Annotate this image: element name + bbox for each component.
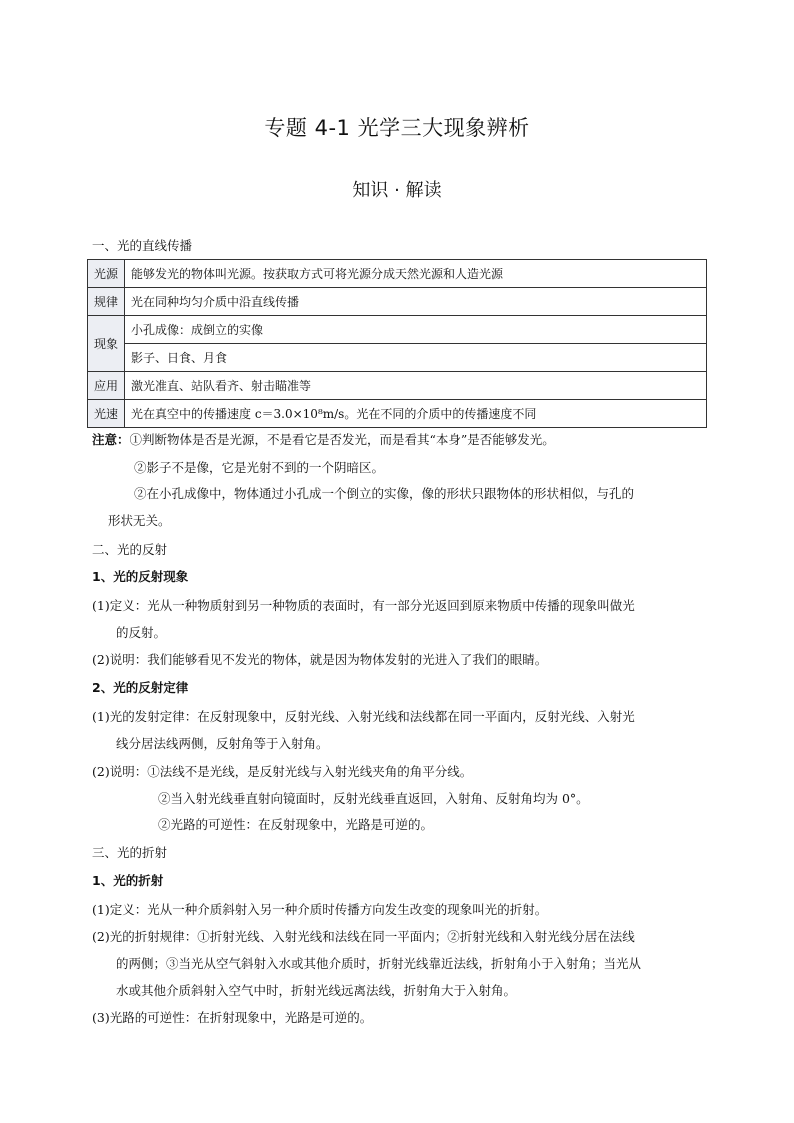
table-row <box>88 316 707 344</box>
table-row <box>88 288 707 316</box>
page-title: 专题 4-1 光学三大现象辨析 <box>264 116 530 140</box>
section-heading-reflection: 二、光的反射 <box>92 542 168 557</box>
reflection-law-line-2: 线分居法线两侧，反射角等于入射角。 <box>116 736 329 751</box>
reflection-note-1: (2)说明：①法线不是光线，是反射光线与入射光线夹角的角平分线。 <box>92 764 473 779</box>
subheading-reflection-phenomenon: 1、光的反射现象 <box>92 569 189 584</box>
table-value-cell: 光在真空中的传播速度 c＝3.0×10⁸m/s。光在不同的介质中的传播速度不同 <box>125 400 707 428</box>
subheading-refraction: 1、光的折射 <box>92 873 164 888</box>
subheading-reflection-law: 2、光的反射定律 <box>92 680 189 695</box>
note-label: 注意： <box>92 432 130 447</box>
reflection-explanation: (2)说明：我们能够看见不发光的物体，就是因为物体发射的光进入了我们的眼睛。 <box>92 652 548 667</box>
note-3-line-1: ②在小孔成像中，物体通过小孔成一个倒立的实像，像的形状只跟物体的形状相似，与孔的 <box>134 486 635 501</box>
section-heading-refraction: 三、光的折射 <box>92 845 168 860</box>
refraction-reversibility: (3)光路的可逆性：在折射现象中，光路是可逆的。 <box>92 1010 373 1025</box>
refraction-law-line-1: (2)光的折射规律：①折射光线、入射光线和法线在同一平面内；②折射光线和入射光线分居在法线 <box>92 929 635 944</box>
reflection-note-2: ②当入射光线垂直射向镜面时，反射光线垂直返回，入射角、反射角均为 0°。 <box>158 791 589 806</box>
reflection-definition-line-2: 的反射。 <box>116 625 167 640</box>
reflection-law-line-1: (1)光的发射定律：在反射现象中，反射光线、入射光线和法线都在同一平面内，反射光线、入射光 <box>92 709 635 724</box>
refraction-definition: (1)定义：光从一种介质斜射入另一种介质时传播方向发生改变的现象叫光的折射。 <box>92 902 548 917</box>
table-key-cell: 光速 <box>88 400 125 428</box>
table-row <box>88 260 707 288</box>
reflection-note-3: ②光路的可逆性：在反射现象中，光路是可逆的。 <box>158 817 434 832</box>
table-value-cell: 光在同种均匀介质中沿直线传播 <box>125 288 707 316</box>
table-key-cell: 现象 <box>88 316 125 372</box>
reflection-definition-line-1: (1)定义：光从一种物质射到另一种物质的表面时，有一部分光返回到原来物质中传播的现象叫做光 <box>92 598 635 613</box>
table-key-cell: 光源 <box>88 260 125 288</box>
table-row <box>88 400 707 428</box>
table-key-cell: 应用 <box>88 372 125 400</box>
table-row <box>88 344 707 372</box>
section-heading-light-propagation: 一、光的直线传播 <box>92 238 193 253</box>
table-value-cell: 能够发光的物体叫光源。按获取方式可将光源分成天然光源和人造光源 <box>125 260 707 288</box>
table-row <box>88 372 707 400</box>
note-text: ①判断物体是否是光源，不是看它是否发光，而是看其“本身”是否能够发光。 <box>129 432 555 447</box>
page-subtitle: 知识 · 解读 <box>352 180 442 201</box>
light-facts-table <box>87 259 707 428</box>
note-1 <box>92 430 555 448</box>
refraction-law-line-3: 水或其他介质斜射入空气中时，折射光线远离法线，折射角大于入射角。 <box>116 983 517 998</box>
table-value-cell: 小孔成像：成倒立的实像 <box>125 316 707 344</box>
note-2: ②影子不是像，它是光射不到的一个阴暗区。 <box>134 460 385 475</box>
table-value-cell: 激光准直、站队看齐、射击瞄准等 <box>125 372 707 400</box>
table-key-cell: 规律 <box>88 288 125 316</box>
note-3-line-2: 形状无关。 <box>108 513 171 528</box>
table-value-cell: 影子、日食、月食 <box>125 344 707 372</box>
refraction-law-line-2: 的两侧；③当光从空气斜射入水或其他介质时，折射光线靠近法线，折射角小于入射角；当光从 <box>116 956 642 971</box>
